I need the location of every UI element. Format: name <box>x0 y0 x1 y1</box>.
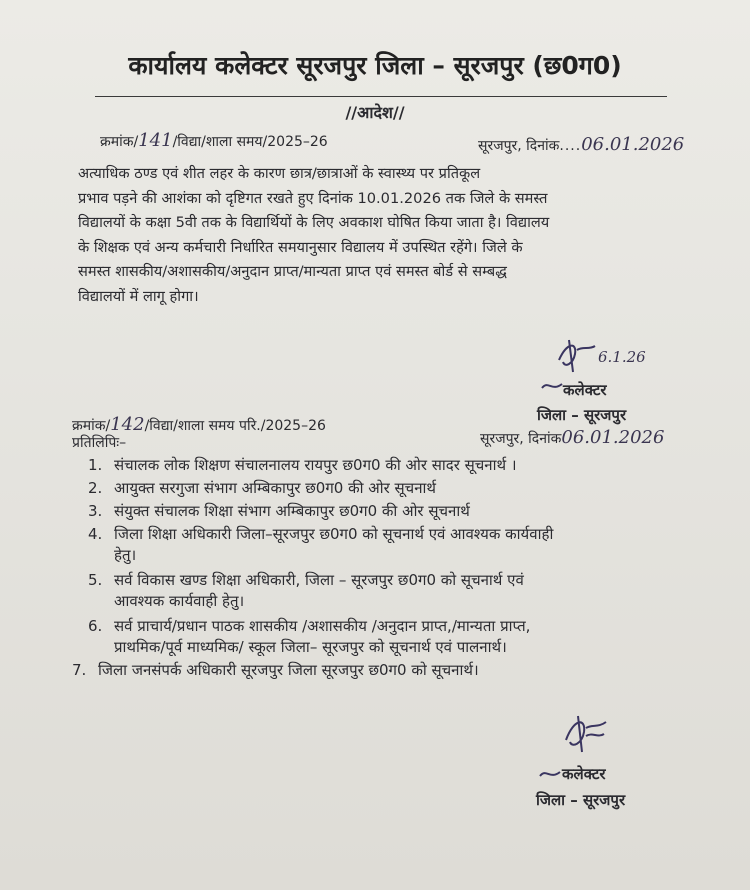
header-underline <box>95 96 667 97</box>
signature2-district: जिला – सूरजपुर <box>536 791 626 809</box>
list-item: 4. जिला शिक्षा अधिकारी जिला–सूरजपुर छ0ग0 को सूचनार्थ एवं आवश्यक कार्यवाही हेतु। <box>88 525 554 564</box>
list-item: 6. सर्व प्राचार्य/प्रधान पाठक शासकीय /अशासकीय /अनुदान प्राप्त,/मान्यता प्राप्त, प्राथमिक/पूर्व माध्यमिक/ स्कूल जिला– सूरजपुर को सूचनार्थ एवं पालनार्थ। <box>88 617 531 656</box>
list-item: 5. सर्व विकास खण्ड शिक्षा अधिकारी, जिला – सूरजपुर छ0ग0 को सूचनार्थ एवं आवश्यक कार्यवाही हेतु। <box>88 571 524 610</box>
order1-number-line <box>100 130 328 151</box>
collector-signature-1 <box>555 338 600 374</box>
list-item: 1. संचालक लोक शिक्षण संचालनालय रायपुर छ0ग0 की ओर सादर सूचनार्थ । <box>88 456 517 474</box>
signature1-date-handwritten: 6.1.26 <box>598 348 646 366</box>
copy-to-label: प्रतिलिपिः– <box>72 435 127 451</box>
order2-date-handwritten: 06.01.2026 <box>561 427 665 448</box>
signature1-flourish <box>540 378 564 392</box>
office-header-title: कार्यालय कलेक्टर सूरजपुर जिला – सूरजपुर (छ0ग0) <box>128 51 622 80</box>
copy-recipient-list <box>72 455 648 681</box>
signature1-district: जिला – सूरजपुर <box>537 406 627 424</box>
order2-date-line <box>480 427 664 448</box>
list-item: 3. संयुक्त संचालक शिक्षा संभाग अम्बिकापुर छ0ग0 की ओर सूचनार्थ <box>88 502 470 520</box>
order2-number-handwritten: 142 <box>110 414 145 435</box>
order1-date-handwritten: 06.01.2026 <box>581 134 685 155</box>
order-title: //आदेश// <box>345 103 405 122</box>
order1-number-handwritten: 141 <box>138 130 173 151</box>
order1-date-line: सूरजपुर, दिनांक....06.01.2026 <box>478 134 685 155</box>
signature2-designation: कलेक्टर <box>562 765 606 783</box>
order2-number-suffix: /विद्या/शाला समय परि./2025–26 <box>144 418 326 434</box>
list-item: 7. जिला जनसंपर्क अधिकारी सूरजपुर जिला सूरजपुर छ0ग0 को सूचनार्थ। <box>72 661 479 679</box>
order2-place-date-label: सूरजपुर, दिनांक <box>480 431 562 447</box>
order2-number-line <box>72 414 326 435</box>
signature2-flourish <box>538 766 562 780</box>
order1-number-suffix: /विद्या/शाला समय/2025–26 <box>172 134 328 150</box>
order1-place-date-label: सूरजपुर, दिनांक <box>478 138 560 154</box>
signature1-designation: कलेक्टर <box>563 381 607 399</box>
order-body-text: अत्याधिक ठण्ड एवं शीत लहर के कारण छात्र/छात्राओं के स्वास्थ्य पर प्रतिकूल प्रभाव पड़ने की आशंका को दृष्टिगत रखते हुए दिनांक 10.01.2026 तक जिले के समस्त विद्यालयों के कक्षा 5वी तक के विद्यार्थियों के लिए अवकाश घोषित किया जाता है। विद्यालय के शिक्षक एवं अन्य कर्मचारी निर्धारित समयानुसार विद्यालय में उपस्थित रहेंगे। जिले के समस्त शासकीय/अशासकीय/अनुदान प्राप्त/मान्यता प्राप्त एवं समस्त बोर्ड से सम्बद्ध विद्यालयों में लागू होगा। <box>78 165 550 305</box>
collector-signature-2 <box>560 712 610 756</box>
list-item: 2. आयुक्त सरगुजा संभाग अम्बिकापुर छ0ग0 की ओर सूचनार्थ <box>88 479 436 497</box>
order2-number-prefix: क्रमांक/ <box>72 418 111 434</box>
order1-number-prefix: क्रमांक/ <box>100 134 139 150</box>
